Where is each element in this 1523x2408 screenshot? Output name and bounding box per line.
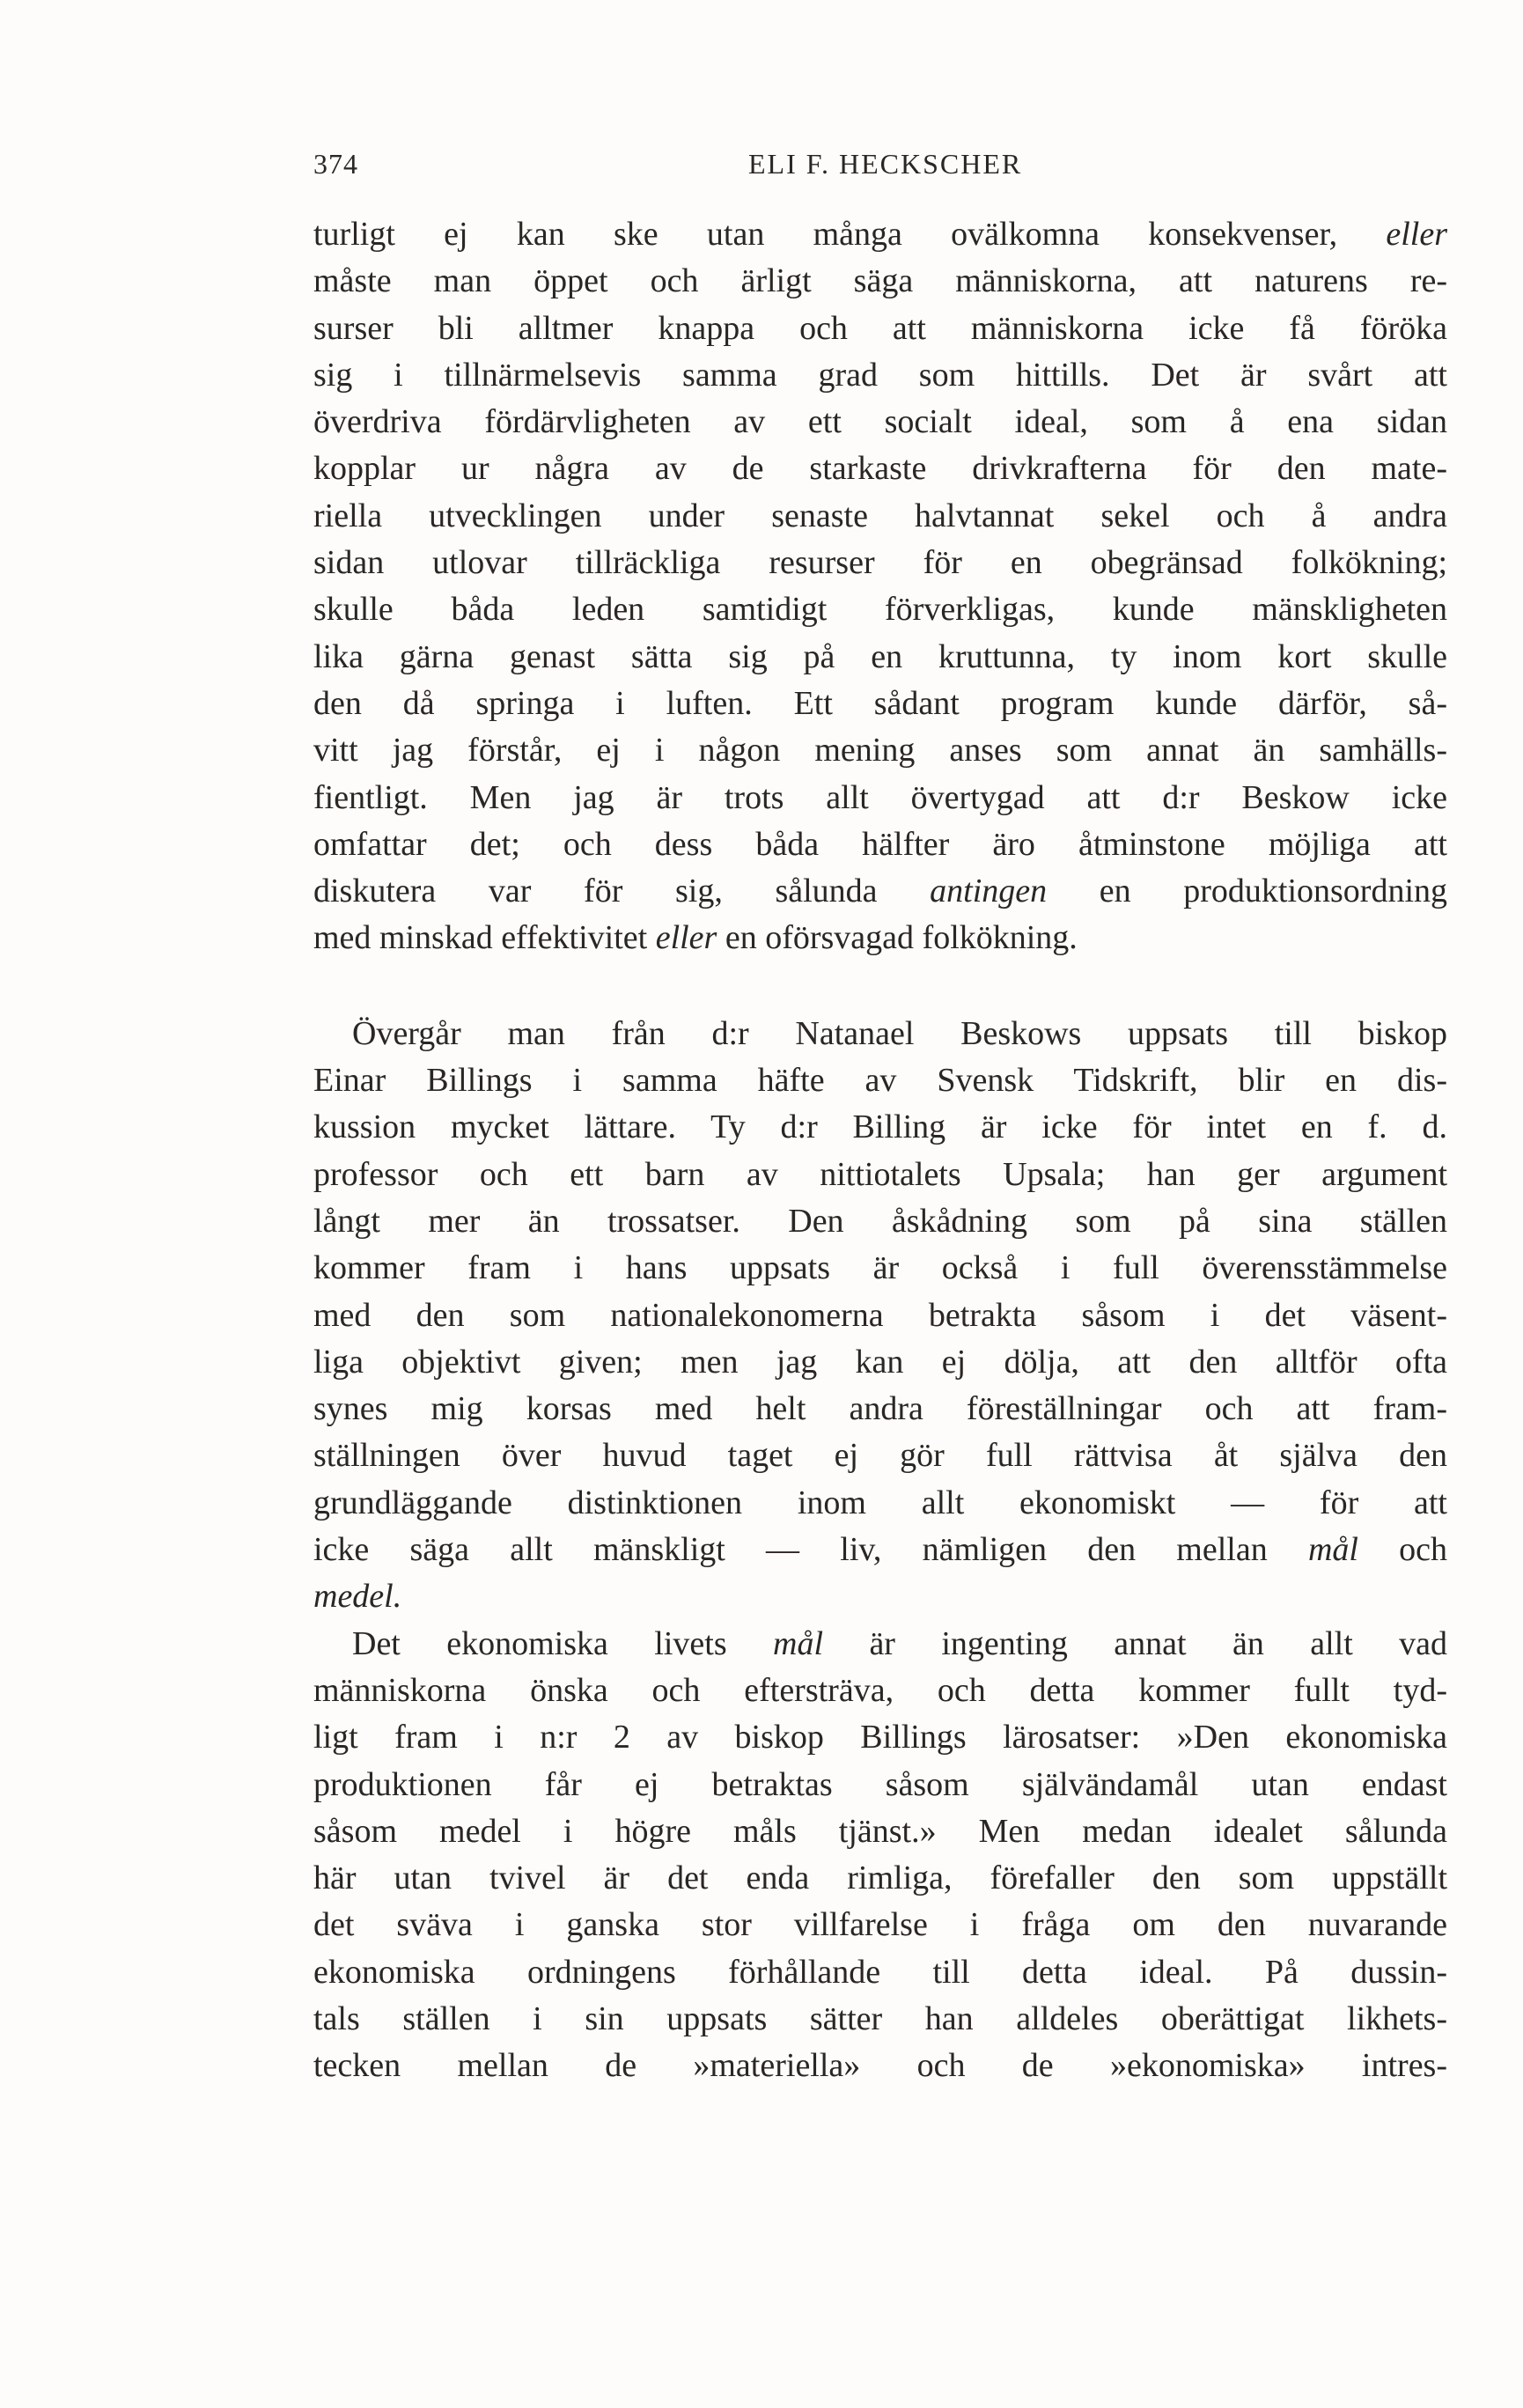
- italic-word: mål: [773, 1624, 824, 1662]
- text-line: surser bli alltmer knappa och att människorna icke få föröka: [313, 309, 1447, 347]
- italic-word: medel.: [313, 1578, 402, 1616]
- text-line: Övergår man från d:r Natanael Beskows uppsats till biskop: [352, 1014, 1447, 1052]
- text-line: tals ställen i sin uppsats sätter han alldeles oberättigat likhets-: [313, 1999, 1447, 2037]
- text-line: det sväva i ganska stor villfarelse i fråga om den nuvarande: [313, 1906, 1447, 1944]
- paragraph-1: [313, 211, 1447, 962]
- text-line: överdriva fördärvligheten av ett socialt ideal, som å ena sidan: [313, 403, 1447, 441]
- text-line: måste man öppet och ärligt säga människorna, att naturens re-: [313, 262, 1447, 300]
- text-line: grundläggande distinktionen inom allt ekonomiskt — för att: [313, 1484, 1447, 1521]
- page-number: 374: [313, 148, 358, 180]
- text-line: professor och ett barn av nittiotalets Upsala; han ger argument: [313, 1155, 1447, 1193]
- text-line: liga objektivt given; men jag kan ej dölja, att den alltför ofta: [313, 1343, 1447, 1381]
- text-line: fientligt. Men jag är trots allt övertygad att d:r Beskow icke: [313, 778, 1447, 816]
- text-line: ställningen över huvud taget ej gör full rättvisa åt själva den: [313, 1437, 1447, 1475]
- italic-word: antingen: [930, 873, 1048, 910]
- text-line: vitt jag förstår, ej i någon mening anses som annat än samhälls-: [313, 732, 1447, 770]
- text-line: icke säga allt mänskligt — liv, nämligen den mellan mål och: [313, 1531, 1447, 1569]
- text-line: produktionen får ej betraktas såsom självändamål utan endast: [313, 1765, 1447, 1803]
- paragraph-2: [313, 1011, 1447, 1621]
- text-line: riella utvecklingen under senaste halvtannat sekel och å andra: [313, 497, 1447, 534]
- text-line: [313, 1573, 1447, 1620]
- text-line: här utan tvivel är det enda rimliga, förefaller den som uppställt: [313, 1859, 1447, 1897]
- page-header: [313, 148, 1447, 192]
- text-line: ekonomiska ordningens förhållande till detta ideal. På dussin-: [313, 1953, 1447, 1991]
- text-line: med den som nationalekonomerna betrakta såsom i det väsent-: [313, 1296, 1447, 1334]
- paragraph-gap: [313, 962, 1447, 1011]
- text-line: tecken mellan de »materiella» och de »ekonomiska» intres-: [313, 2047, 1447, 2085]
- text-line: Det ekonomiska livets mål är ingenting annat än allt vad: [352, 1624, 1447, 1662]
- text-line: skulle båda leden samtidigt förverkligas, kunde mänskligheten: [313, 591, 1447, 629]
- running-head: ELI F. HECKSCHER: [748, 148, 1023, 180]
- text-line: med minskad effektivitet eller en oförsvagad folkökning.: [313, 919, 1078, 957]
- text-line: sidan utlovar tillräckliga resurser för en obegränsad folkökning;: [313, 544, 1447, 582]
- text-line: omfattar det; och dess båda hälfter äro åtminstone möjliga att: [313, 825, 1447, 863]
- text-line: diskutera var för sig, sålunda antingen en produktionsordning: [313, 873, 1447, 910]
- italic-word: eller: [655, 919, 717, 957]
- text-line: ligt fram i n:r 2 av biskop Billings lärosatser: »Den ekonomiska: [313, 1719, 1447, 1756]
- text-line: kopplar ur några av de starkaste drivkrafterna för den mate-: [313, 450, 1447, 488]
- text-line: turligt ej kan ske utan många ovälkomna konsekvenser, eller: [313, 216, 1447, 253]
- text-line: den då springa i luften. Ett sådant program kunde därför, så-: [313, 684, 1447, 722]
- text-line: kommer fram i hans uppsats är också i full överensstämmelse: [313, 1249, 1447, 1287]
- text-line: synes mig korsas med helt andra föreställningar och att fram-: [313, 1390, 1447, 1428]
- text-line: långt mer än trossatser. Den åskådning som på sina ställen: [313, 1202, 1447, 1240]
- text-line: sig i tillnärmelsevis samma grad som hittills. Det är svårt att: [313, 356, 1447, 394]
- text-line: Einar Billings i samma häfte av Svensk Tidskrift, blir en dis-: [313, 1062, 1447, 1100]
- italic-word: eller: [1386, 216, 1447, 253]
- italic-word: mål: [1307, 1531, 1358, 1569]
- text-line: lika gärna genast sätta sig på en kruttunna, ty inom kort skulle: [313, 637, 1447, 675]
- paragraph-3: [313, 1621, 1447, 2090]
- text-line: kussion mycket lättare. Ty d:r Billing är icke för intet en f. d.: [313, 1108, 1447, 1146]
- body-text: [313, 211, 1447, 2090]
- text-line: såsom medel i högre måls tjänst.» Men medan idealet sålunda: [313, 1812, 1447, 1850]
- text-line: människorna önska och eftersträva, och detta kommer fullt tyd-: [313, 1671, 1447, 1709]
